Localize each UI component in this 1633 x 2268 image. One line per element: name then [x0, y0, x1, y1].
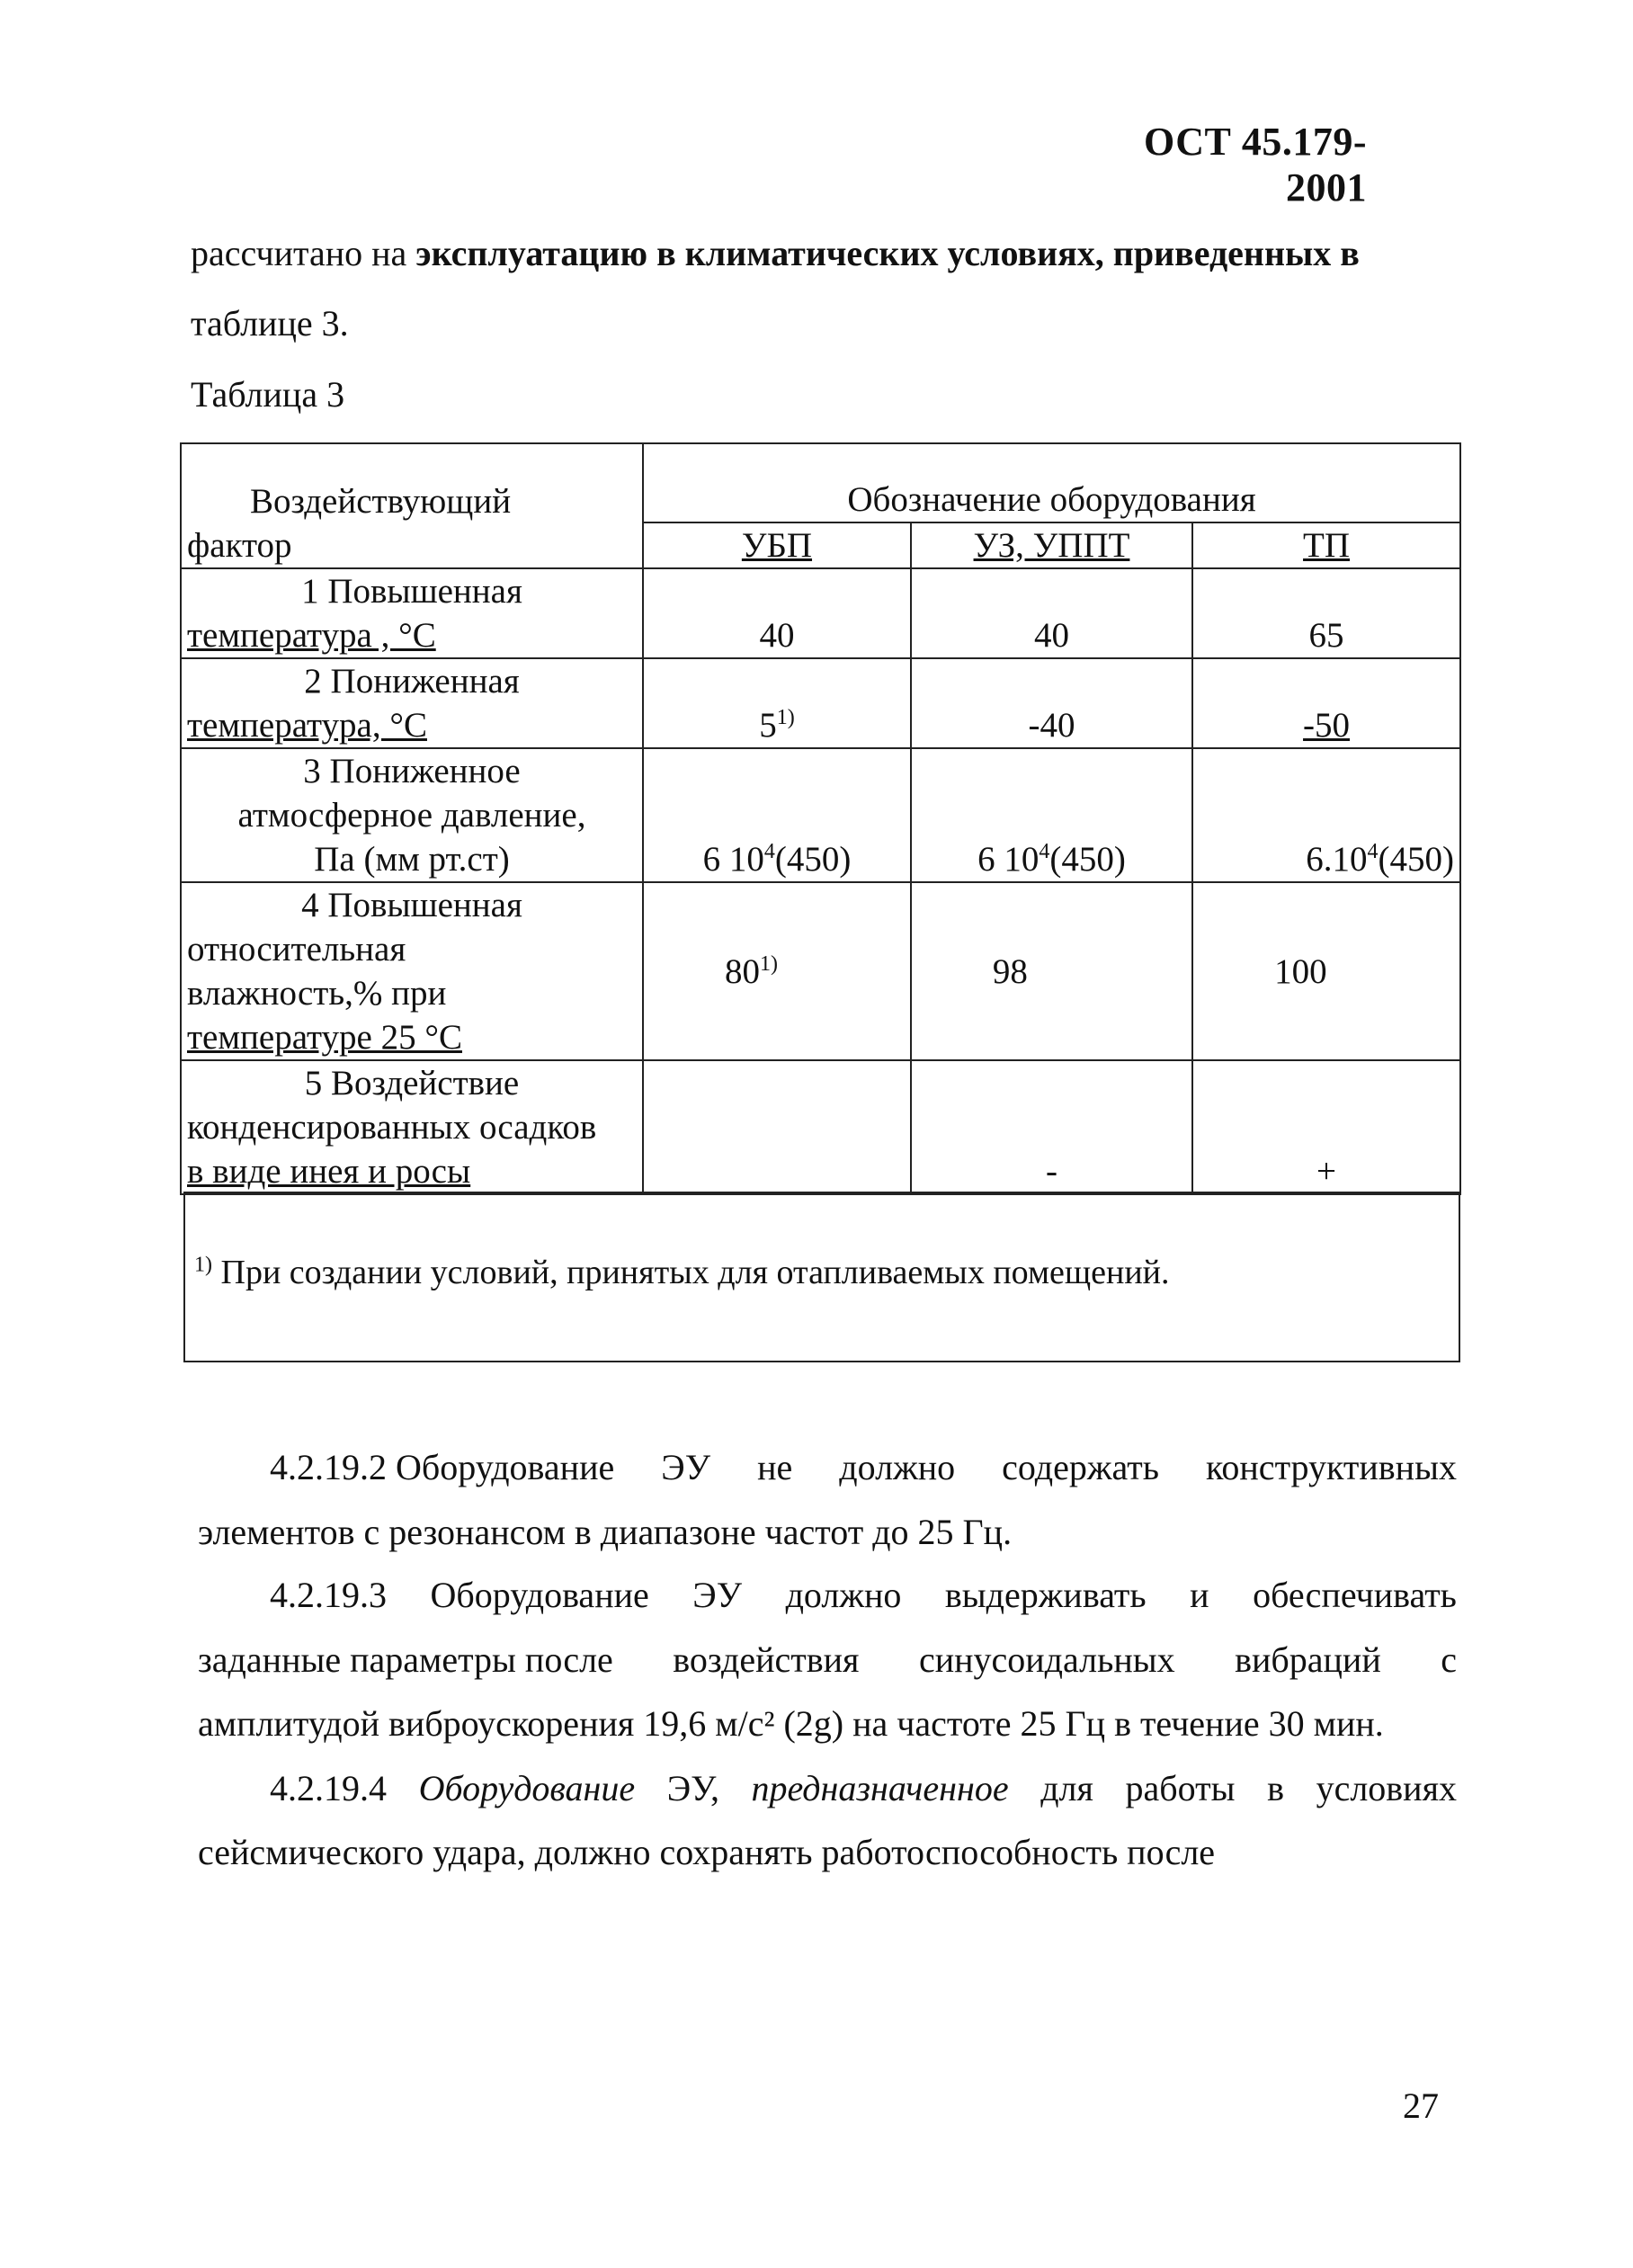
factor-line: конденсированных осадков [187, 1108, 597, 1147]
word: с [1441, 1639, 1457, 1680]
word: 4.2.19.2 Оборудование [270, 1447, 615, 1487]
value-cell: 100 [1192, 882, 1460, 1060]
exponent: 4 [1039, 840, 1050, 863]
word: 4.2.19.4 [270, 1768, 387, 1808]
climate-table [180, 442, 1461, 1195]
factor-line: 1 Повышенная [301, 572, 522, 611]
value-cell [1192, 748, 1460, 882]
word: содержать [1002, 1447, 1159, 1487]
word: ЭУ [661, 1447, 711, 1487]
value-text: 6 10 [977, 840, 1040, 879]
factor-line [187, 1015, 637, 1059]
table-footnote [194, 1253, 1170, 1292]
factor-cell [181, 658, 643, 748]
table-row [181, 748, 1460, 882]
value-cell [911, 748, 1192, 882]
table-row [181, 658, 1460, 748]
paragraph-4-2-19-3-line3: амплитудой виброускорения 19,6 м/с² (2g) на частоте 25 Гц в течение 30 мин. [198, 1703, 1384, 1744]
word: условиях [1316, 1768, 1457, 1808]
word: ЭУ, [666, 1768, 719, 1808]
word: для [1040, 1768, 1093, 1808]
footnote-ref: 1) [776, 706, 795, 729]
exponent: 4 [763, 840, 775, 863]
value-suffix: (450) [774, 840, 852, 879]
paragraph-4-2-19-4-line2: сейсмического удара, должно сохранять работоспособность после [198, 1832, 1216, 1872]
table-row [181, 1060, 1460, 1194]
word: выдерживать [944, 1575, 1147, 1615]
intro-text-bold: эксплуатацию в климатических условиях, приведенных в [415, 233, 1360, 273]
factor-line-text: температура , °С [187, 616, 436, 655]
paragraph-4-2-19-2-line2: элементов с резонансом в диапазоне частот до 25 Гц. [198, 1512, 1013, 1552]
header-factor-line1: Воздействующий [250, 482, 512, 521]
word: должно [839, 1447, 956, 1487]
header-factor-cell [181, 443, 643, 568]
paragraph-4-2-19-2-line1 [270, 1446, 1457, 1488]
word: не [757, 1447, 793, 1487]
value-text: 6.10 [1306, 840, 1368, 879]
factor-line: 3 Пониженное [303, 752, 521, 790]
word: воздействия [673, 1639, 860, 1680]
value-cell: 65 [1192, 568, 1460, 658]
intro-text-regular: рассчитано на [191, 233, 407, 273]
factor-line: атмосферное давление, [237, 796, 586, 835]
paragraph-4-2-19-4-line1 [270, 1767, 1457, 1809]
column-header-ubp: УБП [643, 522, 911, 568]
footnote-mark: 1) [194, 1253, 212, 1277]
footnote-text: При создании условий, принятых для отапливаемых помещений. [220, 1254, 1170, 1291]
factor-line: относительная [187, 930, 406, 969]
table-footnote-box [183, 1192, 1460, 1362]
word: предназначенное [751, 1768, 1009, 1808]
column-header-tp: ТП [1192, 522, 1460, 568]
value-text: 5 [759, 706, 777, 745]
value-cell [643, 882, 911, 1060]
word: конструктивных [1206, 1447, 1457, 1487]
factor-line-text: температура, °С [187, 706, 427, 745]
table-row [181, 882, 1460, 1060]
word: вибраций [1235, 1639, 1381, 1680]
page-number: 27 [1403, 2085, 1439, 2126]
word: должно [785, 1575, 902, 1615]
intro-line-1 [191, 232, 1360, 274]
factor-line-text: в виде инея и росы [187, 1152, 471, 1191]
value-cell: 40 [643, 568, 911, 658]
column-header-uz-uppt: УЗ, УППТ [911, 522, 1192, 568]
footnote-ref: 1) [760, 951, 778, 976]
value-suffix: (450) [1378, 840, 1454, 879]
word: работы [1125, 1768, 1236, 1808]
word: обеспечивать [1253, 1575, 1457, 1615]
factor-cell [181, 568, 643, 658]
table-caption: Таблица 3 [191, 374, 345, 415]
factor-line: 2 Пониженная [304, 662, 520, 701]
value-cell: 40 [911, 568, 1192, 658]
word: заданные параметры после [198, 1639, 613, 1680]
header-equipment-group: Обозначение оборудования [643, 443, 1460, 522]
factor-cell [181, 748, 643, 882]
word: ЭУ [692, 1575, 743, 1615]
table-header-row [181, 443, 1460, 522]
word: в [1267, 1768, 1284, 1808]
factor-line: 4 Повышенная [301, 886, 522, 924]
exponent: 4 [1367, 840, 1379, 863]
value-cell: - [911, 1060, 1192, 1194]
value-cell: -40 [911, 658, 1192, 748]
word: и [1190, 1575, 1209, 1615]
value-cell [643, 748, 911, 882]
factor-cell [181, 882, 643, 1060]
value-cell: + [1192, 1060, 1460, 1194]
paragraph-4-2-19-3-line1 [270, 1574, 1457, 1616]
word: Оборудование [418, 1768, 636, 1808]
factor-line [187, 1149, 637, 1193]
factor-line: влажность,% при [187, 974, 447, 1013]
word: синусоидальных [918, 1639, 1175, 1680]
value-text: 80 [725, 951, 760, 991]
header-factor-line2: фактор [187, 526, 292, 565]
factor-line [187, 703, 637, 747]
value-text: 6 10 [702, 840, 764, 879]
factor-line-text: температуре 25 °С [187, 1018, 462, 1057]
value-cell: -50 [1192, 658, 1460, 748]
document-code: ОСТ 45.179-2001 [1143, 120, 1367, 210]
value-suffix: (450) [1049, 840, 1126, 879]
word: Оборудование [430, 1575, 649, 1615]
factor-line: 5 Воздействие [304, 1064, 520, 1103]
factor-cell [181, 1060, 643, 1194]
value-cell [643, 658, 911, 748]
table-row [181, 568, 1460, 658]
word: 4.2.19.3 [270, 1575, 387, 1615]
value-cell: 98 [911, 882, 1192, 1060]
value-cell [643, 1060, 911, 1194]
factor-line [187, 613, 637, 657]
factor-line: Па (мм рт.ст) [314, 840, 510, 879]
intro-line-2: таблице 3. [191, 303, 349, 344]
paragraph-4-2-19-3-line2 [198, 1638, 1457, 1681]
